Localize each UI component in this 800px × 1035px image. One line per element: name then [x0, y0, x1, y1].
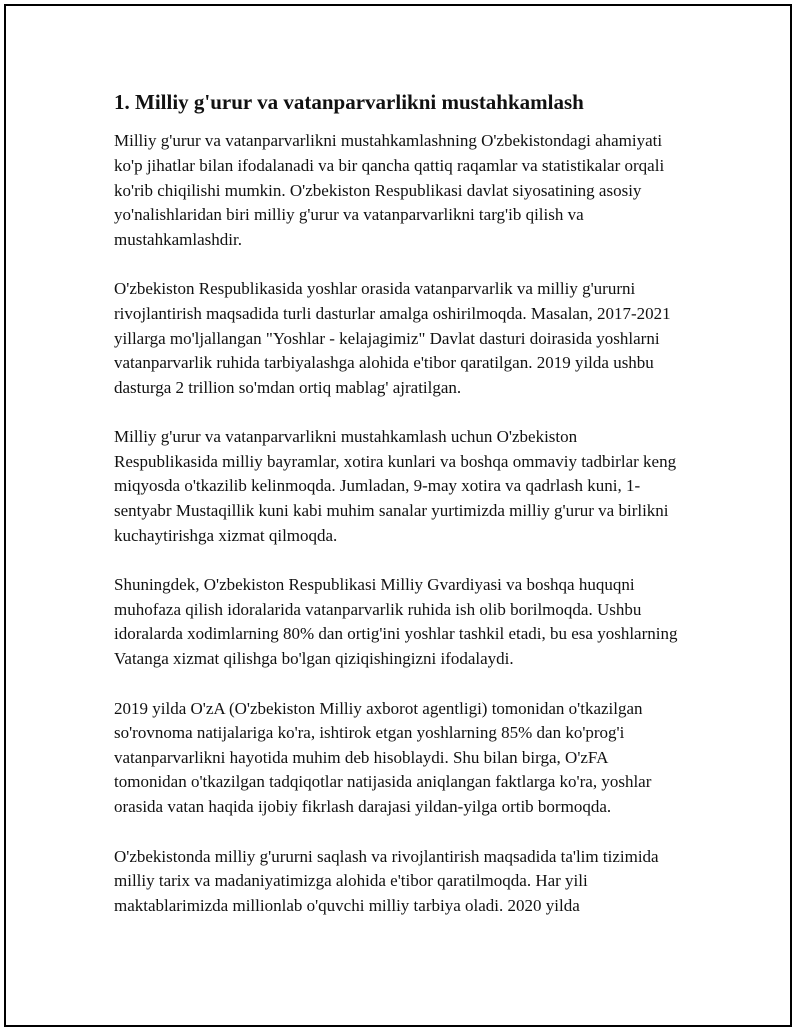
paragraph-4: Shuningdek, O'zbekiston Respublikasi Milliy Gvardiyasi va boshqa huquqni muhofaza qilish idoralarida vatanparvarlik ruhida ish olib borilmoqda. Ushbu idoralarda xodimlarning 80% dan ortig'ini yoshlar tashkil etadi, bu esa yoshlarning Vatanga xizmat qilishga bo'lgan qiziqishingizni ifodalaydi. [114, 575, 678, 669]
paragraph-6: O'zbekistonda milliy g'ururni saqlash va rivojlantirish maqsadida ta'lim tizimida milliy tarix va madaniyatimizga alohida e'tibor qaratilmoqda. Har yili maktablarimizda millionlab o'quvchi milliy tarbiya oladi. 2020 yilda [114, 846, 659, 915]
paragraph-5: 2019 yilda O'zA (O'zbekiston Milliy axborot agentligi) tomonidan o'tkazilgan so'rovnoma natijalariga ko'ra, ishtirok etgan yoshlarning 85% dan ko'prog'i vatanparvarlikni hayotida muhim deb hisoblaydi. Shu bilan birga, O'zFA tomonidan o'tkazilgan tadqiqotlar natijasida aniqlangan faktlarga ko'ra, yoshlar orasida vatan haqida ijobiy fikrlash darajasi yildan-yilga ortib bormoqda. [114, 698, 652, 816]
section-heading: 1. Milliy g'urur va vatanparvarlikni mustahkamlash [114, 90, 584, 114]
paragraph-2: O'zbekiston Respublikasida yoshlar orasida vatanparvarlik va milliy g'ururni rivojlantirish maqsadida turli dasturlar amalga oshirilmoqda. Masalan, 2017-2021 yillarga mo'ljallangan "Yoshlar - kelajagimiz" Davlat dasturi doirasida yoshlarni vatanparvarlik ruhida tarbiyalashga alohida e'tibor qaratilgan. 2019 yilda ushbu dasturga 2 trillion so'mdan ortiq mablag' ajratilgan. [114, 279, 671, 397]
document-body [114, 88, 684, 943]
paragraph-1: Milliy g'urur va vatanparvarlikni mustahkamlashning O'zbekistondagi ahamiyati ko'p jihatlar bilan ifodalanadi va bir qancha qattiq raqamlar va statistikalar orqali ko'rib chiqilishi mumkin. O'zbekiston Respublikasi davlat siyosatining asosiy yo'nalishlaridan biri milliy g'urur va vatanparvarlikni targ'ib qilish va mustahkamlashdir. [114, 131, 665, 249]
paragraph-3: Milliy g'urur va vatanparvarlikni mustahkamlash uchun O'zbekiston Respublikasida milliy bayramlar, xotira kunlari va boshqa ommaviy tadbirlar keng miqyosda o'tkazilib kelinmoqda. Jumladan, 9-may xotira va qadrlash kuni, 1-sentyabr Mustaqillik kuni kabi muhim sanalar yurtimizda milliy g'urur va birlikni kuchaytirishga xizmat qilmoqda. [114, 427, 677, 545]
